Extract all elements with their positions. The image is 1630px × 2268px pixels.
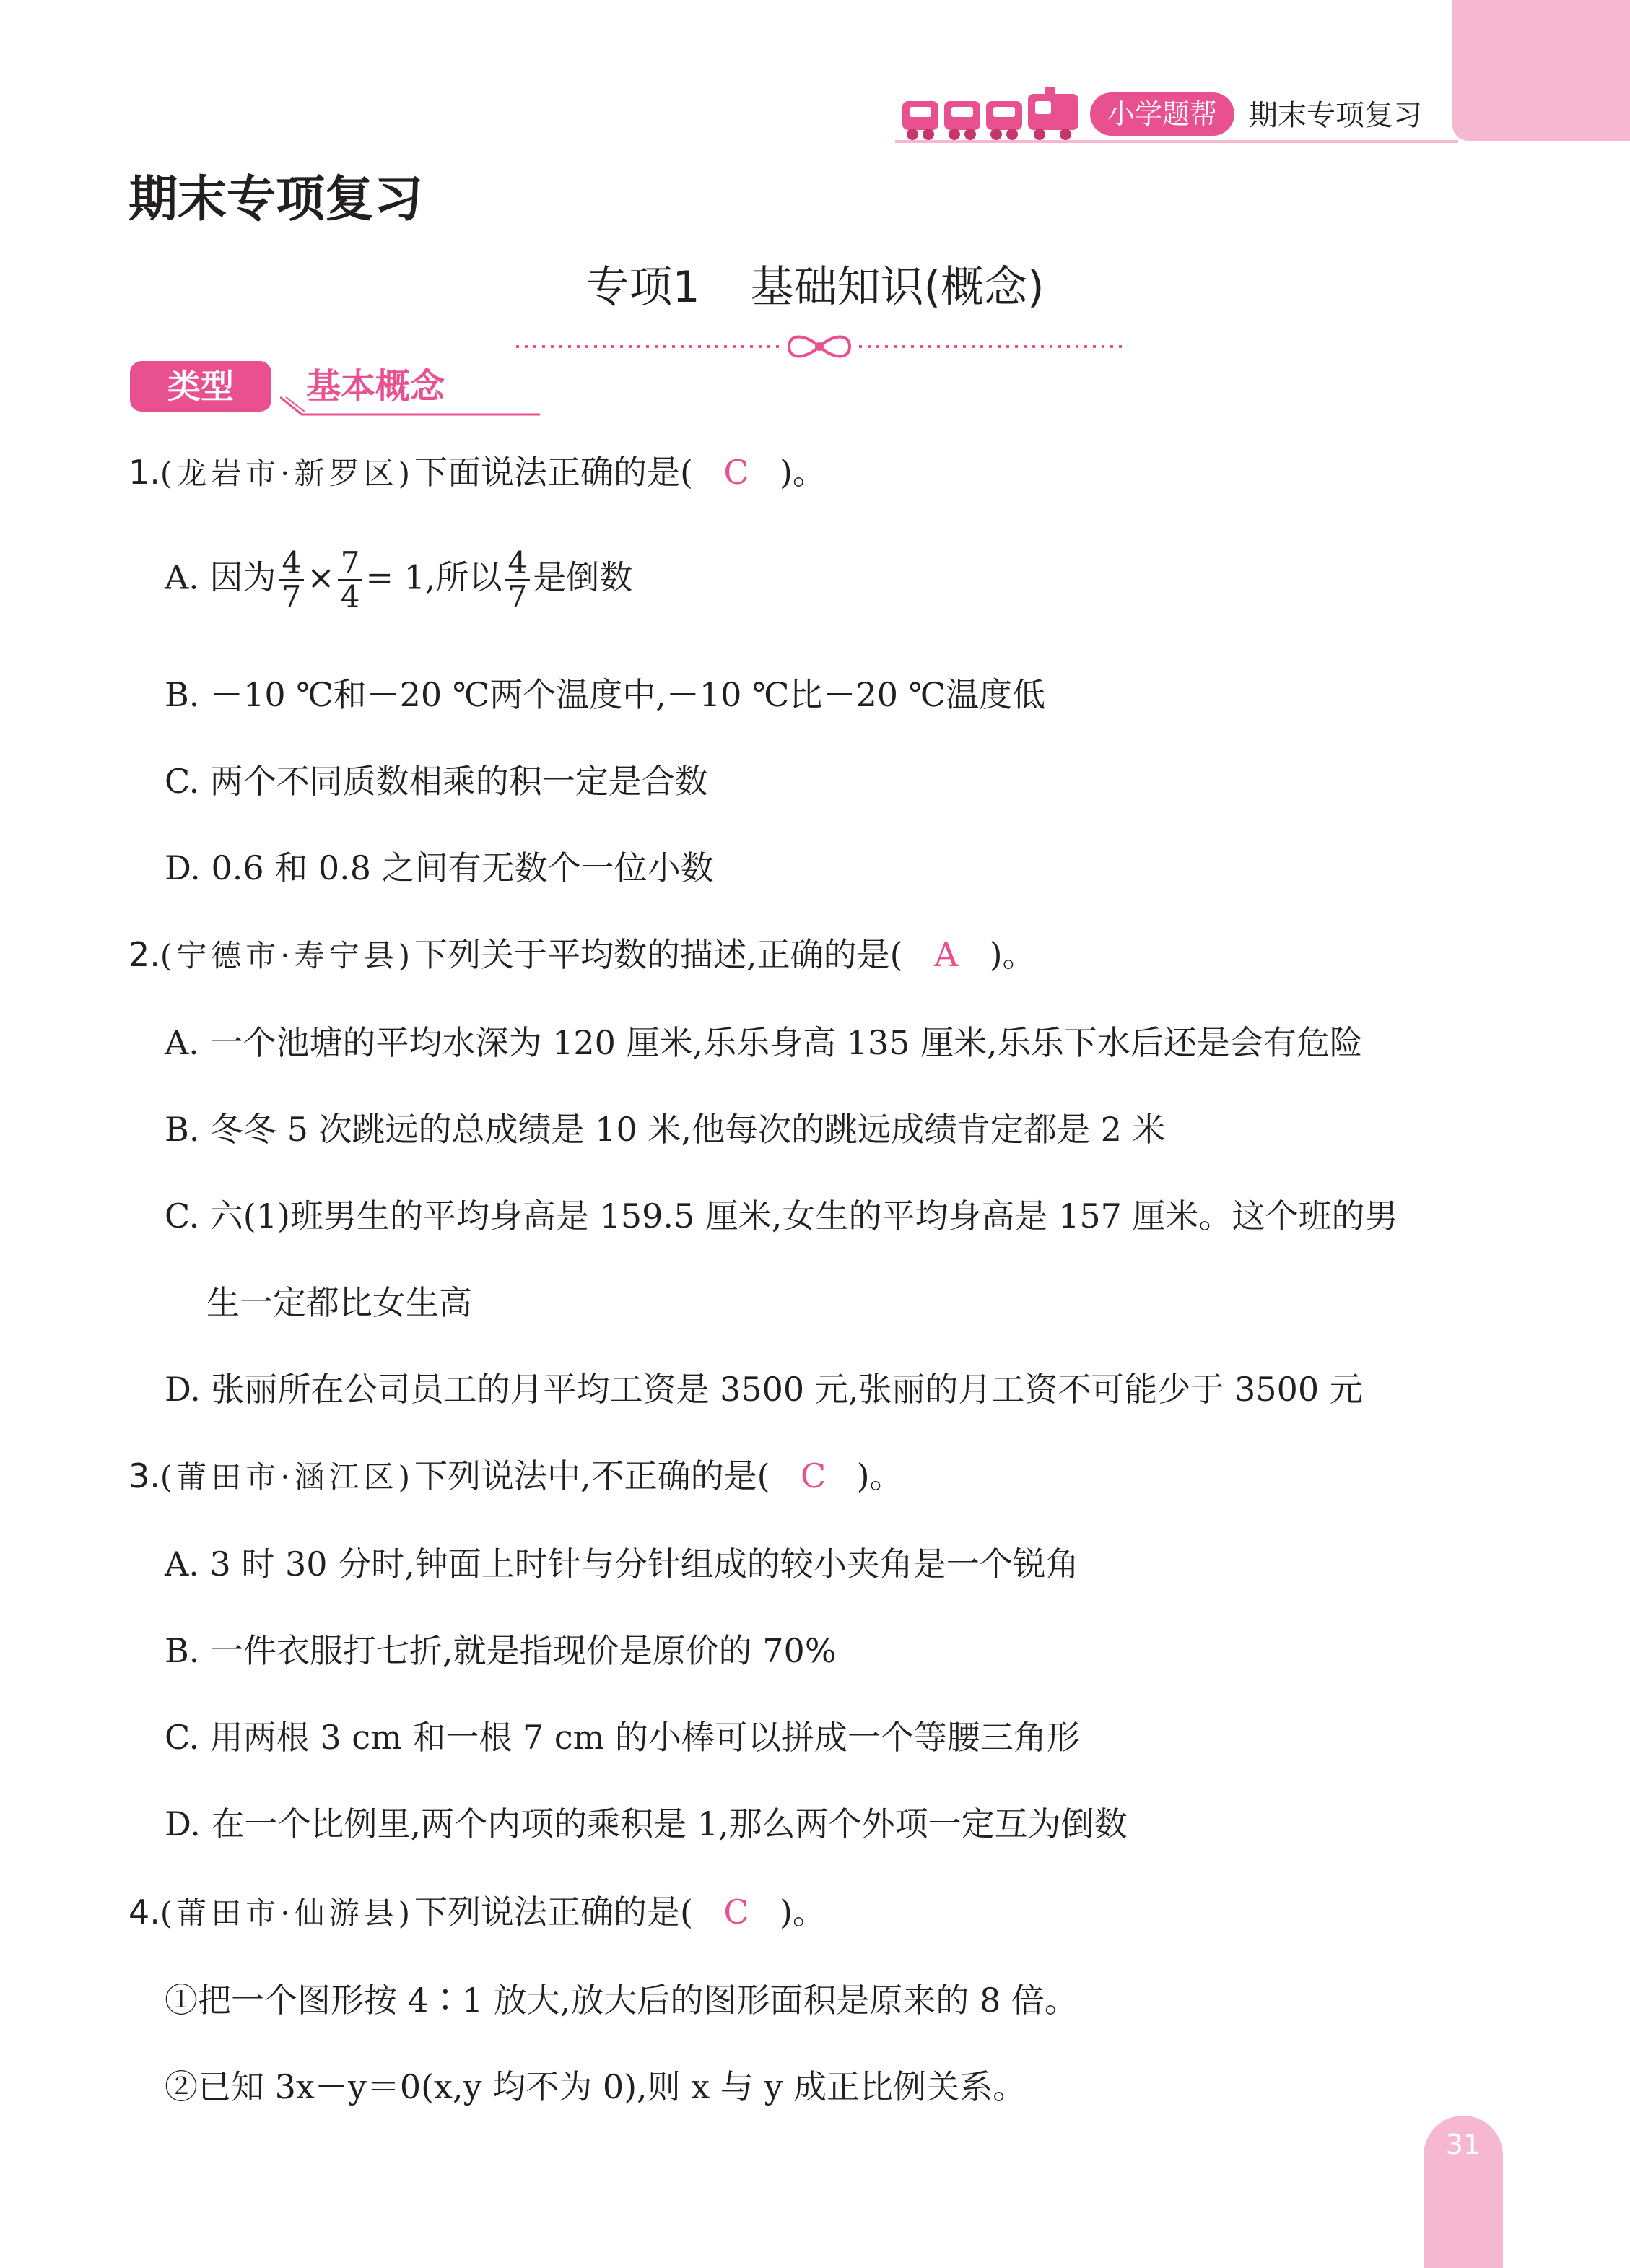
topic-number: 专项1 [585, 262, 700, 313]
question-stem: 下列关于平均数的描述,正确的是( [414, 935, 903, 974]
q3-option-c: C. 用两根 3 cm 和一根 7 cm 的小棒可以拼成一个等腰三角形 [165, 1718, 1080, 1757]
train-icon [901, 87, 1081, 144]
question-source: (龙岩市·新罗区) [160, 456, 415, 491]
q1-option-b: B. －10 ℃和－20 ℃两个温度中,－10 ℃比－20 ℃温度低 [165, 675, 1046, 714]
q3-option-d: D. 在一个比例里,两个内项的乘积是 1,那么两个外项一定互为倒数 [165, 1804, 1128, 1843]
question-2: 2.(宁德市·寿宁县)下列关于平均数的描述,正确的是( A )。 [128, 931, 1036, 979]
page-number: 31 [1445, 2129, 1481, 2160]
q2-option-d: D. 张丽所在公司员工的月平均工资是 3500 元,张丽的月工资不可能少于 3500 元 [165, 1370, 1363, 1409]
question-stem: 下面说法正确的是( [414, 453, 693, 492]
q3-option-b: B. 一件衣服打七折,就是指现价是原价的 70% [165, 1631, 837, 1670]
question-1: 1.(龙岩市·新罗区)下面说法正确的是( C )。 [128, 449, 826, 497]
bow-divider [516, 332, 1123, 361]
q4-statement-2: ②已知 3x－y＝0(x,y 均不为 0),则 x 与 y 成正比例关系。 [165, 2067, 1027, 2106]
answer: C [723, 453, 749, 492]
brand-badge: 小学题帮 [1090, 92, 1234, 136]
q3-option-a: A. 3 时 30 分时,钟面上时针与分针组成的较小夹角是一个锐角 [165, 1544, 1079, 1583]
q2-option-b: B. 冬冬 5 次跳远的总成绩是 10 米,他每次的跳远成绩肯定都是 2 米 [165, 1110, 1166, 1149]
topic-name: 基础知识(概念) [750, 262, 1045, 313]
answer: A [933, 935, 959, 974]
question-stem: 下列说法正确的是( [414, 1893, 693, 1932]
question-source: (莆田市·仙游县) [160, 1895, 415, 1931]
q1-option-d: D. 0.6 和 0.8 之间有无数个一位小数 [165, 848, 714, 887]
question-source: (莆田市·涵江区) [160, 1459, 415, 1495]
q2-option-c-continued: 生一定都比女生高 [206, 1283, 472, 1322]
question-source: (宁德市·寿宁县) [160, 938, 415, 973]
type-label: 基本概念 [306, 366, 445, 407]
corner-tab [1452, 0, 1630, 141]
page-title: 期末专项复习 [128, 171, 424, 228]
answer: C [800, 1456, 827, 1495]
q1-option-a: A. 因为 $\frac{4}{7}$ × $\frac{7}{4}$ = 1,所以 $\frac{4}{7}$ 是倒数 [165, 545, 633, 614]
fraction: $\frac{4}{7}$ [505, 547, 531, 613]
q2-option-a: A. 一个池塘的平均水深为 120 厘米,乐乐身高 135 厘米,乐乐下水后还是会有危险 [165, 1023, 1363, 1062]
topic-title [0, 257, 1630, 318]
q4-statement-1: ①把一个图形按 4∶1 放大,放大后的图形面积是原来的 8 倍。 [165, 1981, 1078, 2020]
question-4: 4.(莆田市·仙游县)下列说法正确的是( C )。 [128, 1889, 826, 1937]
q2-option-c: C. 六(1)班男生的平均身高是 159.5 厘米,女生的平均身高是 157 厘米。这个班的男 [165, 1196, 1398, 1235]
fraction: $\frac{4}{7}$ [279, 547, 304, 613]
fraction: $\frac{7}{4}$ [338, 547, 363, 613]
answer: C [723, 1893, 749, 1932]
question-stem: 下列说法中,不正确的是( [414, 1456, 770, 1495]
header-section-title: 期末专项复习 [1249, 99, 1422, 132]
type-badge: 类型 [130, 361, 271, 412]
type-underline [280, 390, 540, 419]
q1-option-c: C. 两个不同质数相乘的积一定是合数 [165, 762, 708, 801]
question-3: 3.(莆田市·涵江区)下列说法中,不正确的是( C )。 [128, 1453, 903, 1500]
